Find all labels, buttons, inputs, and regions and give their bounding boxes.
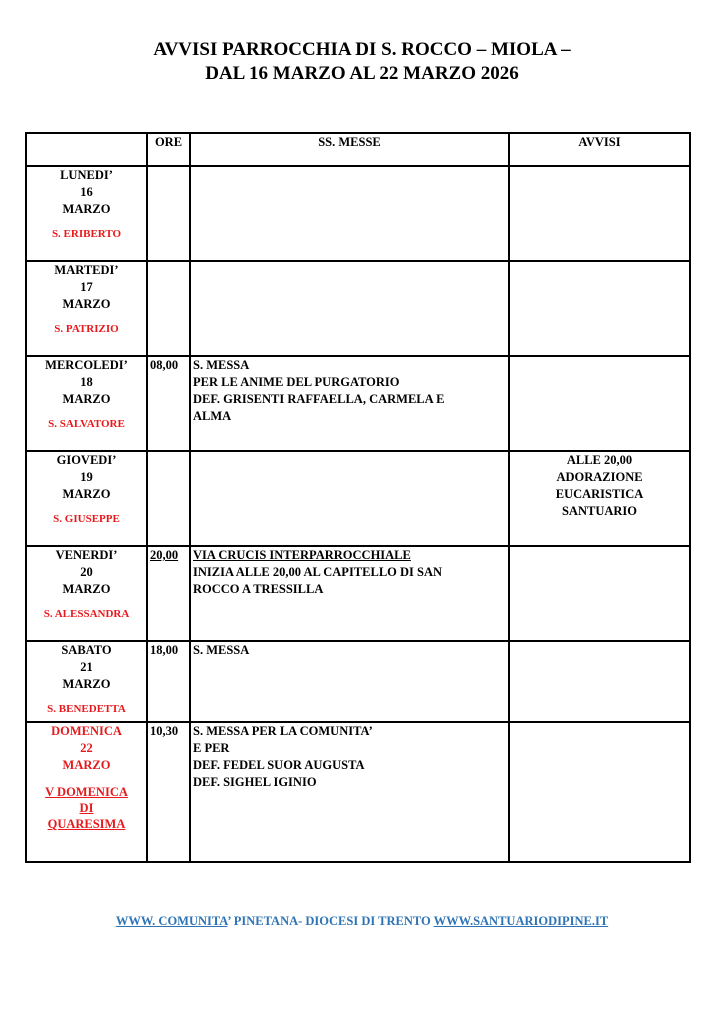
saint-name <box>27 784 146 832</box>
saint-name: S. GIUSEPPE <box>53 513 120 525</box>
day-month: MARZO <box>62 297 111 311</box>
day-number: 17 <box>80 280 93 294</box>
avvisi-cell <box>509 356 690 451</box>
avvisi-line: ALLE 20,00 <box>566 453 633 467</box>
header-ore: ORE <box>147 133 190 166</box>
day-month: MARZO <box>62 677 111 691</box>
day-name: DOMENICA <box>51 724 122 738</box>
table-row <box>26 261 690 356</box>
table-row <box>26 641 690 722</box>
day-month: MARZO <box>62 582 111 596</box>
avvisi-cell <box>509 722 690 862</box>
avvisi-cell <box>509 261 690 356</box>
messe-cell <box>190 166 509 261</box>
messe-line: INIZIA ALLE 20,00 AL CAPITELLO DI SAN <box>193 565 443 579</box>
messe-line: S. MESSA <box>193 358 250 372</box>
day-number: 19 <box>80 470 93 484</box>
footer-link-santuario[interactable]: WWW.SANTUARIODIPINE.IT <box>433 914 609 928</box>
header-messe: SS. MESSE <box>190 133 509 166</box>
day-month: MARZO <box>62 487 111 501</box>
table-row <box>26 451 690 546</box>
day-cell <box>26 356 147 451</box>
day-cell <box>26 641 147 722</box>
ore-cell: 18,00 <box>147 641 190 722</box>
schedule-table <box>25 132 691 863</box>
day-name: MARTEDI’ <box>54 263 119 277</box>
table-row <box>26 356 690 451</box>
page-title-line2: DAL 16 MARZO AL 22 MARZO 2026 <box>205 63 519 84</box>
day-name: VENERDI’ <box>55 548 118 562</box>
saint-line: DI <box>79 801 94 815</box>
ore-cell: 10,30 <box>147 722 190 862</box>
day-name: MERCOLEDI’ <box>45 358 128 372</box>
day-cell <box>26 546 147 641</box>
messe-cell <box>190 546 509 641</box>
day-name: SABATO <box>61 643 112 657</box>
day-cell <box>26 722 147 862</box>
saint-line: QUARESIMA <box>47 817 126 831</box>
ore-cell: 20,00 <box>147 546 190 641</box>
messe-line: VIA CRUCIS INTERPARROCCHIALE <box>193 548 411 562</box>
messe-cell <box>190 261 509 356</box>
avvisi-cell <box>509 451 690 546</box>
messe-line: E PER <box>193 741 230 755</box>
saint-name: S. ERIBERTO <box>51 228 122 240</box>
ore-cell <box>147 451 190 546</box>
ore-cell <box>147 166 190 261</box>
table-row <box>26 546 690 641</box>
avvisi-cell <box>509 546 690 641</box>
footer-text: ’ PINETANA- DIOCESI DI TRENTO <box>227 914 434 928</box>
avvisi-cell <box>509 641 690 722</box>
table-row <box>26 166 690 261</box>
saint-line: V DOMENICA <box>45 785 128 799</box>
table-row <box>26 722 690 862</box>
messe-line: S. MESSA <box>193 643 250 657</box>
messe-cell <box>190 451 509 546</box>
footer <box>0 914 724 929</box>
avvisi-line: SANTUARIO <box>561 504 637 518</box>
messe-cell <box>190 356 509 451</box>
day-number: 22 <box>80 741 93 755</box>
messe-line: DEF. SIGHEL IGINIO <box>193 775 317 789</box>
page-title-line1: AVVISI PARROCCHIA DI S. ROCCO – MIOLA – <box>153 39 571 60</box>
day-number: 20 <box>80 565 93 579</box>
day-number: 16 <box>80 185 93 199</box>
table-header-row <box>26 133 690 166</box>
footer-link-comunita[interactable]: WWW. COMUNITA <box>115 914 228 928</box>
saint-name: S. BENEDETTA <box>47 703 126 715</box>
saint-name: S. ALESSANDRA <box>43 608 130 620</box>
day-cell <box>26 166 147 261</box>
day-number: 21 <box>80 660 93 674</box>
ore-cell <box>147 261 190 356</box>
messe-line: PER LE ANIME DEL PURGATORIO <box>193 375 400 389</box>
avvisi-line: EUCARISTICA <box>555 487 644 501</box>
messe-line: S. MESSA PER LA COMUNITA’ <box>193 724 373 738</box>
header-avvisi: AVVISI <box>509 133 690 166</box>
day-name: GIOVEDI’ <box>56 453 117 467</box>
saint-name: S. PATRIZIO <box>54 323 119 335</box>
day-number: 18 <box>80 375 93 389</box>
day-month: MARZO <box>62 202 111 216</box>
day-cell <box>26 451 147 546</box>
day-name: LUNEDI’ <box>60 168 113 182</box>
avvisi-line: ADORAZIONE <box>556 470 643 484</box>
saint-name: S. SALVATORE <box>48 418 125 430</box>
messe-line: ROCCO A TRESSILLA <box>193 582 324 596</box>
avvisi-cell <box>509 166 690 261</box>
messe-cell <box>190 722 509 862</box>
day-month: MARZO <box>62 392 111 406</box>
messe-line: ALMA <box>193 409 232 423</box>
day-cell <box>26 261 147 356</box>
messe-line: DEF. FEDEL SUOR AUGUSTA <box>193 758 365 772</box>
messe-cell <box>190 641 509 722</box>
header-day <box>26 133 147 166</box>
ore-cell: 08,00 <box>147 356 190 451</box>
day-month: MARZO <box>62 758 111 772</box>
messe-line: DEF. GRISENTI RAFFAELLA, CARMELA E <box>193 392 445 406</box>
